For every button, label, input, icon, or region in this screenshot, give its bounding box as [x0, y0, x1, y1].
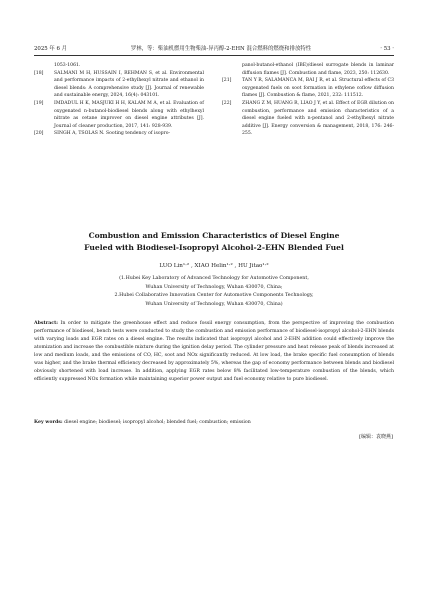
reference-item [222, 77, 394, 100]
references-left-column [34, 62, 204, 138]
reference-item [34, 70, 204, 100]
reference-text: 1053-1061. [54, 63, 81, 68]
affiliation-line: 2.Hubei Collaborative Innovation Center for Automotive Components Technology, [114, 293, 314, 299]
page-number: · 53 · [380, 46, 394, 52]
references-right-column [222, 62, 394, 138]
affiliation-line: Wuhan University of Technology, Wuhan 430070, China) [145, 302, 283, 308]
keywords [34, 419, 394, 427]
reference-text: SALMANI M H, HUSSAIN I, REHMAN S, et al. Environmental and performance impacts of 2-ethylhexyl nitrate and ethanol in diesel blends: A comprehensive study [J]. Journal of renewable and sustainable energy, 2024, 16(4): 043101. [54, 70, 204, 99]
reference-text: panol-butanol-ethanol (IBE)/diesel surrogate blends in laminar diffusion flames [J]. Combustion and flame, 2023, 250: 112630. [242, 63, 394, 76]
reference-item [34, 62, 204, 70]
running-header [34, 46, 394, 56]
running-title: 罗林，等：柴油机燃用生物柴油-异丙醇-2-EHN 混合燃料的燃烧和排放特性 [130, 46, 312, 52]
abstract [34, 320, 394, 384]
reference-number: [22] [222, 100, 232, 106]
keywords-label: Key words: [34, 420, 63, 425]
title-line: Combustion and Emission Characteristics of Diesel Engine [88, 231, 340, 240]
reference-text: TAN Y R, SALAMANCA M, BAI J R, et al. Structural effects of C3 oxygenated fuels on soot formation in ethylene coflow diffusion flames [J]. Combustion & flame, 2021, 232: 111512. [242, 78, 394, 99]
title-line: Fueled with Biodiesel-Isopropyl Alcohol-2-EHN Blended Fuel [84, 243, 344, 252]
reference-number: [20] [34, 131, 44, 137]
affiliation-line: (1.Hubei Key Laboratory of Advanced Technology for Automotive Component, [119, 276, 309, 281]
reference-number: [21] [222, 78, 232, 84]
abstract-label: Abstract: [34, 321, 58, 326]
reference-text: ZHANG Z M, HUANG R, LIAO J Y, et al. Effect of EGR dilution on combustion, performance and emission characteristics of a diesel engine fueled with n-pentanol and 2-ethylhexyl nitrate additive [J]. Energy conversion & management, 2018, 176: 246-255. [242, 100, 394, 137]
affiliations [34, 275, 394, 310]
keywords-text: diesel engine; biodiesel; isopropyl alcohol; blended fuel; combustion; emission [64, 420, 251, 425]
reference-text: IMDADUL H K, MASJUKI H H, KALAM M A, et al. Evaluation of oxygenated n-butanol-biodiesel blends along with ethylhexyl nitrate as cetane improver on diesel engine attributes [J]. Journal of cleaner production, 2017, 141: 928-939. [54, 100, 204, 129]
affiliation-line: Wuhan University of Technology, Wuhan 430070, China; [145, 284, 283, 290]
reference-item [34, 100, 204, 130]
editor-note: [编辑：袁晓燕] [359, 434, 393, 440]
paper-title [34, 230, 394, 254]
reference-item [222, 100, 394, 138]
reference-number: [19] [34, 100, 44, 106]
reference-item [34, 130, 204, 138]
reference-text: SINGH A, TSOLAS N. Sooting tendency of isopro- [54, 131, 171, 137]
author-list: LUO Lin¹·² , XIAO Helin¹·² , HU Jitao¹·² [159, 263, 269, 269]
reference-item [222, 62, 394, 77]
abstract-text: In order to mitigate the greenhouse effect and reduce fossil energy consumption, from the perspective of improving the combustion performance of biodiesel, bench tests were conducted to study the combustion and emission performance of biodiesel-isopropyl alcohol-2-EHN blends with varying loads and EGR rates on a diesel engine. The results indicated that isopropyl alcohol and 2-EHN addition could effectively improve the atomization and increase the combustible mixture during the ignition delay period. The cylinder pressure and heat release peak of blends increased at low and medium loads, and the emissions of CO, HC, soot and NOx significantly reduced. At low load, the brake specific fuel consumption of blends was higher, and the brake thermal efficiency decreased by approximately 5%, whereas the gap of economy performance between blends and biodiesel obviously shortened with load increase. In addition, applying EGR rates below 8% facilitated low-temperature combustion of the blends, which efficiently suppressed NOx formation while maintaining superior power output and fuel economy relative to pure biodiesel. [34, 321, 394, 382]
reference-number: [18] [34, 70, 44, 76]
issue-date: 2025 年 6 月 [34, 46, 68, 52]
